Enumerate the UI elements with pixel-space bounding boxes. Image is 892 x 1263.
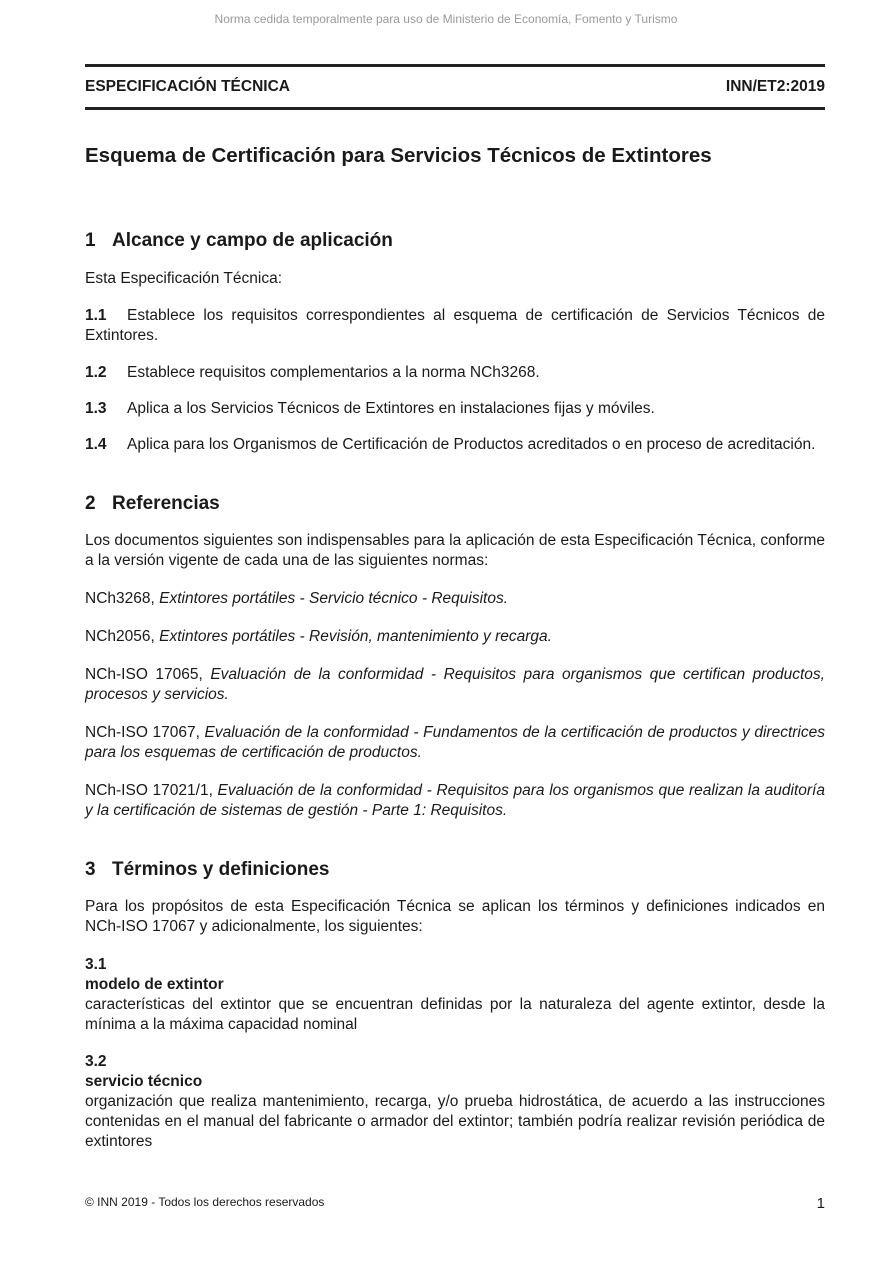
section-3-heading — [85, 859, 825, 881]
clause-text: Establece requisitos complementarios a la norma NCh3268. — [127, 364, 540, 381]
reference-code: NCh2056, — [85, 628, 160, 645]
clause-number: 1.4 — [85, 436, 107, 453]
reference-item — [85, 665, 825, 705]
page-number: 1 — [816, 1195, 825, 1212]
reference-title: Evaluación de la conformidad - Requisitos para organismos que certifican productos, procesos y servicios. — [85, 666, 825, 703]
section-number: 1 — [85, 230, 96, 251]
document-title: Esquema de Certificación para Servicios Técnicos de Extintores — [85, 144, 712, 167]
reference-code: NCh-ISO 17067, — [85, 724, 205, 741]
clause-text: Establece los requisitos correspondientes al esquema de certificación de Servicios Técnicos de Extintores. — [85, 307, 825, 344]
term-entry — [85, 1052, 825, 1152]
footer-copyright: © INN 2019 - Todos los derechos reservados — [85, 1195, 325, 1209]
term-number: 3.2 — [85, 1053, 107, 1070]
header-doc-type: ESPECIFICACIÓN TÉCNICA — [85, 78, 290, 95]
page-footer — [85, 1195, 825, 1212]
header-bottom-rule — [85, 107, 825, 110]
clause-1-1 — [85, 306, 825, 346]
clause-text: Aplica a los Servicios Técnicos de Extintores en instalaciones fijas y móviles. — [127, 400, 655, 417]
reference-code: NCh-ISO 17065, — [85, 666, 211, 683]
clause-text: Aplica para los Organismos de Certificación de Productos acreditados o en proceso de acreditación. — [127, 436, 816, 453]
clause-number: 1.3 — [85, 400, 107, 417]
reference-title: Extintores portátiles - Servicio técnico - Requisitos. — [159, 590, 508, 607]
section-title: Términos y definiciones — [112, 859, 330, 880]
clause-1-3 — [85, 399, 825, 419]
term-name: modelo de extintor — [85, 976, 224, 993]
section-1-intro: Esta Especificación Técnica: — [85, 270, 283, 287]
document-header — [85, 67, 825, 107]
reference-title: Evaluación de la conformidad - Fundamentos de la certificación de productos y directrices para los esquemas de certificación de productos. — [85, 724, 825, 761]
clause-number: 1.1 — [85, 307, 107, 324]
header-doc-code: INN/ET2:2019 — [725, 78, 825, 95]
reference-item — [85, 627, 825, 647]
clause-1-4 — [85, 435, 825, 455]
reference-code: NCh3268, — [85, 590, 160, 607]
term-definition: características del extintor que se encuentran definidas por la naturaleza del agente extintor, desde la mínima a la máxima capacidad nominal — [85, 996, 825, 1033]
reference-item — [85, 589, 825, 609]
section-title: Referencias — [112, 493, 220, 514]
reference-code: NCh-ISO 17021/1, — [85, 782, 218, 799]
reference-item — [85, 723, 825, 763]
section-number: 2 — [85, 493, 96, 514]
term-definition: organización que realiza mantenimiento, recarga, y/o prueba hidrostática, de acuerdo a las instrucciones contenidas en el manual del fabricante o armador del extintor; también podría realizar revisión periódica de extintores — [85, 1093, 825, 1150]
term-entry — [85, 955, 825, 1035]
watermark: Norma cedida temporalmente para uso de Ministerio de Economía, Fomento y Turismo — [214, 12, 678, 26]
term-number: 3.1 — [85, 956, 107, 973]
term-name: servicio técnico — [85, 1073, 203, 1090]
reference-title: Extintores portátiles - Revisión, mantenimiento y recarga. — [159, 628, 552, 645]
section-title: Alcance y campo de aplicación — [112, 230, 393, 251]
section-number: 3 — [85, 859, 96, 880]
section-2-heading — [85, 493, 825, 515]
reference-item — [85, 781, 825, 821]
page-body — [85, 64, 825, 1152]
reference-title: Evaluación de la conformidad - Requisitos para los organismos que realizan la auditoría y la certificación de sistemas de gestión - Parte 1: Requisitos. — [85, 782, 825, 819]
clause-number: 1.2 — [85, 364, 107, 381]
clause-1-2 — [85, 363, 825, 383]
section-1-heading — [85, 230, 825, 252]
section-2-intro: Los documentos siguientes son indispensables para la aplicación de esta Especificación Técnica, conforme a la versión vigente de cada una de las siguientes normas: — [85, 532, 825, 569]
section-3-intro: Para los propósitos de esta Especificación Técnica se aplican los términos y definiciones indicados en NCh-ISO 17067 y adicionalmente, los siguientes: — [85, 898, 825, 935]
